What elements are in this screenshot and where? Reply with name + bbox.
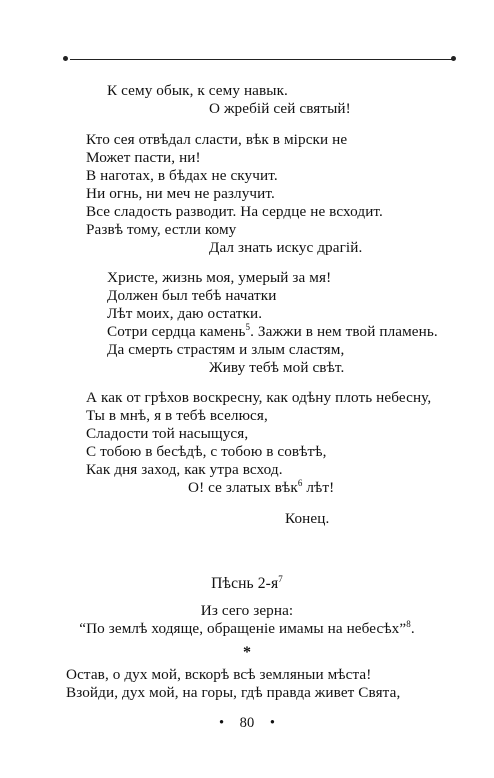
quote-end: . — [410, 620, 415, 637]
epigraph-quote — [0, 620, 494, 638]
section-asterisk: * — [242, 644, 252, 661]
verse-line: В наготах, в бѣдах не скучит. — [86, 167, 278, 184]
verse-line: Ты в мнѣ, я в тебѣ вселюся, — [86, 407, 268, 424]
song-heading — [0, 575, 494, 593]
page-number-line — [0, 714, 494, 732]
footnote-marker: 8 — [406, 618, 411, 629]
footnote-marker: 5 — [245, 321, 251, 332]
verse-line: Остав, о дух мой, вскорѣ всѣ земляныи мѣста! — [66, 666, 372, 683]
verse-line: Христе, жизнь моя, умерый за мя! — [107, 269, 332, 286]
verse-line: С тобою в бесѣдѣ, с тобою в совѣтѣ, — [86, 443, 327, 460]
verse-line: О жребій сей святый! — [209, 100, 351, 117]
page-number: 80 — [239, 715, 255, 731]
verse-line: Развѣ тому, естли кому — [86, 221, 237, 238]
quote-text: “По землѣ ходяще, обращеніе имамы на небесѣх” — [79, 620, 407, 637]
verse-line — [107, 323, 438, 341]
verse-line: Должен был тебѣ начатки — [107, 287, 277, 304]
heading-text: Пѣснь 2-я — [211, 575, 279, 592]
epigraph-intro: Из сего зерна: — [200, 602, 294, 619]
verse-line — [188, 479, 334, 497]
header-rule — [70, 59, 454, 60]
verse-line: Кто сея отвѣдал сласти, вѣк в мірски не — [86, 131, 348, 148]
verse-text: лѣт! — [302, 479, 335, 496]
verse-line: Все сладость разводит. На сердце не всходит. — [86, 203, 383, 220]
bullet-icon: • — [218, 715, 225, 731]
ending-text: Конец. — [285, 510, 330, 527]
verse-line: А как от грѣхов воскресну, как одѣну плоть небесну, — [86, 389, 432, 406]
verse-text: ых вѣк — [252, 479, 298, 496]
verse-line: Может пасти, ни! — [86, 149, 201, 166]
verse-text: О! се злат — [188, 479, 253, 496]
verse-line: Дал знать искус драгій. — [209, 239, 363, 256]
verse-line: Ни огнь, ни меч не разлучит. — [86, 185, 275, 202]
verse-line: Сладости той насыщуся, — [86, 425, 249, 442]
verse-line: Лѣт моих, даю остатки. — [107, 305, 263, 322]
bullet-icon: • — [269, 715, 275, 731]
verse-text: Сотри сердца камень — [107, 323, 246, 340]
header-rule-dot-right — [451, 56, 456, 61]
footnote-marker: 6 — [297, 477, 303, 488]
header-rule-dot-left — [63, 56, 68, 61]
verse-line: Как дня заход, как утра всход. — [86, 461, 283, 478]
verse-line: К сему обык, к сему навык. — [107, 82, 288, 99]
verse-line: Да смерть страстям и злым сластям, — [107, 341, 345, 358]
verse-line: Взойди, дух мой, на горы, гдѣ правда живет Свята, — [66, 684, 401, 701]
verse-line: Живу тебѣ мой свѣт. — [209, 359, 345, 376]
footnote-marker: 7 — [278, 573, 283, 584]
verse-text: . Зажжи в нем твой пламень. — [250, 323, 438, 340]
